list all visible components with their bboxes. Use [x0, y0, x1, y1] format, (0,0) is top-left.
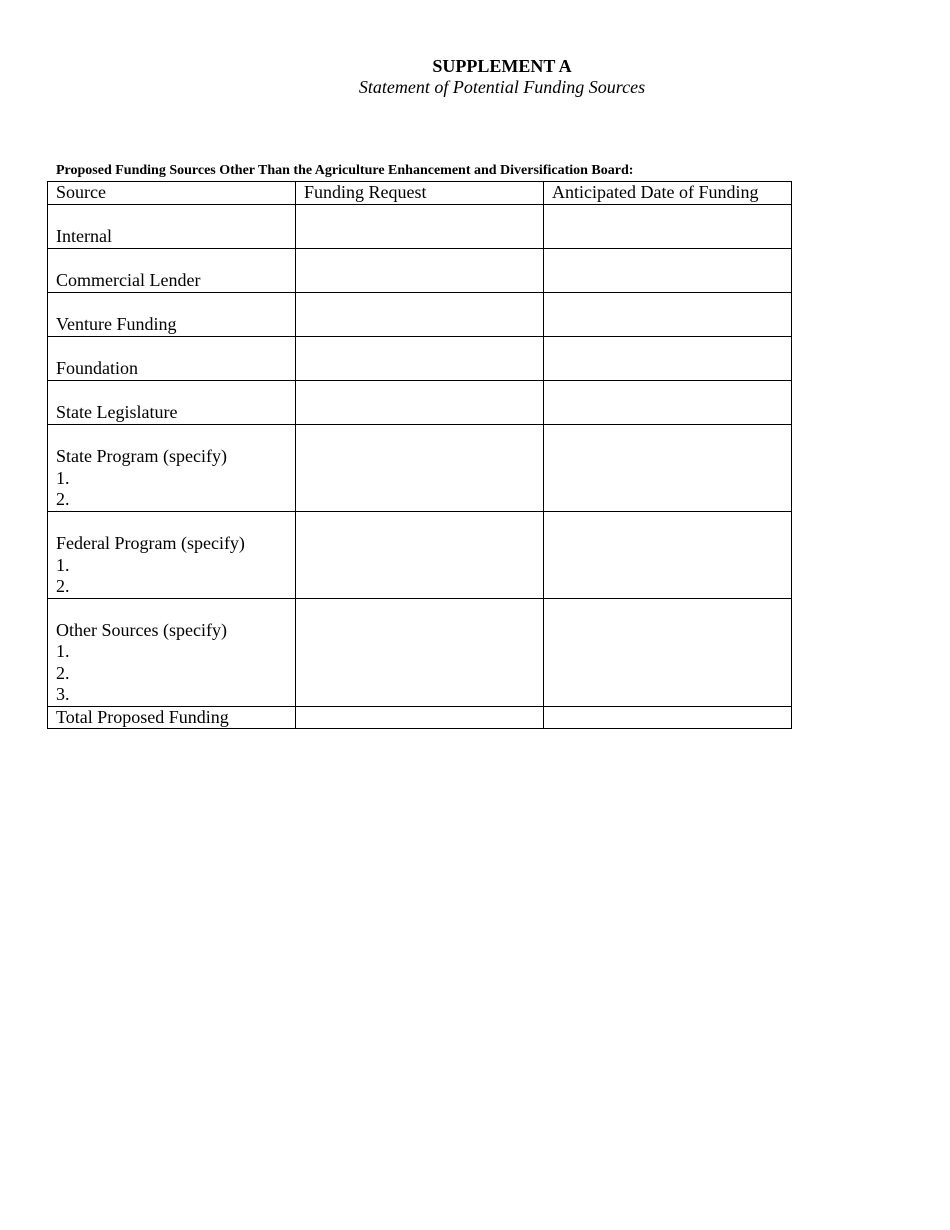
funding-request-cell-venture-funding[interactable] [296, 292, 544, 336]
row-label-foundation: Foundation [48, 336, 296, 380]
row-label-state-program [48, 424, 296, 511]
column-header-source: Source [48, 182, 296, 205]
column-header-anticipated-date: Anticipated Date of Funding [544, 182, 792, 205]
anticipated-date-cell-state-legislature[interactable] [544, 380, 792, 424]
funding-request-cell-state-program[interactable] [296, 424, 544, 511]
row-label-total: Total Proposed Funding [48, 706, 296, 729]
federal-program-item-1: 1. [56, 554, 70, 575]
row-label-venture-funding: Venture Funding [48, 292, 296, 336]
table-row-internal [48, 204, 792, 248]
anticipated-date-cell-venture-funding[interactable] [544, 292, 792, 336]
anticipated-date-cell-internal[interactable] [544, 204, 792, 248]
anticipated-date-cell-total[interactable] [544, 706, 792, 729]
row-label-federal-program [48, 511, 296, 598]
anticipated-date-cell-foundation[interactable] [544, 336, 792, 380]
other-sources-label: Other Sources (specify) [56, 619, 227, 640]
page-title: SUPPLEMENT A [432, 56, 572, 76]
state-program-label: State Program (specify) [56, 446, 227, 466]
state-program-item-2: 2. [56, 489, 70, 509]
table-header-row [48, 182, 792, 205]
funding-request-cell-foundation[interactable] [296, 336, 544, 380]
funding-request-cell-internal[interactable] [296, 204, 544, 248]
table-row-foundation [48, 336, 792, 380]
state-program-item-1: 1. [56, 467, 70, 488]
federal-program-item-2: 2. [56, 576, 70, 596]
funding-sources-table [47, 181, 792, 729]
federal-program-label: Federal Program (specify) [56, 533, 245, 553]
page-subtitle: Statement of Potential Funding Sources [358, 77, 646, 97]
row-label-commercial-lender: Commercial Lender [48, 248, 296, 292]
table-row-commercial-lender [48, 248, 792, 292]
row-label-state-legislature: State Legislature [48, 380, 296, 424]
anticipated-date-cell-state-program[interactable] [544, 424, 792, 511]
table-row-federal-program [48, 511, 792, 598]
section-heading: Proposed Funding Sources Other Than the Agriculture Enhancement and Diversification Board: [56, 163, 634, 178]
table-row-total [48, 706, 792, 729]
row-label-other-sources [48, 598, 296, 706]
column-header-funding-request: Funding Request [296, 182, 544, 205]
funding-request-cell-total[interactable] [296, 706, 544, 729]
anticipated-date-cell-other-sources[interactable] [544, 598, 792, 706]
table-row-other-sources [48, 598, 792, 706]
funding-request-cell-other-sources[interactable] [296, 598, 544, 706]
anticipated-date-cell-commercial-lender[interactable] [544, 248, 792, 292]
other-sources-item-2: 2. [56, 662, 70, 683]
funding-request-cell-federal-program[interactable] [296, 511, 544, 598]
anticipated-date-cell-federal-program[interactable] [544, 511, 792, 598]
other-sources-item-1: 1. [56, 641, 70, 661]
row-label-internal: Internal [48, 204, 296, 248]
other-sources-item-3: 3. [56, 684, 70, 704]
table-row-venture-funding [48, 292, 792, 336]
funding-request-cell-commercial-lender[interactable] [296, 248, 544, 292]
table-row-state-legislature [48, 380, 792, 424]
funding-request-cell-state-legislature[interactable] [296, 380, 544, 424]
table-row-state-program [48, 424, 792, 511]
